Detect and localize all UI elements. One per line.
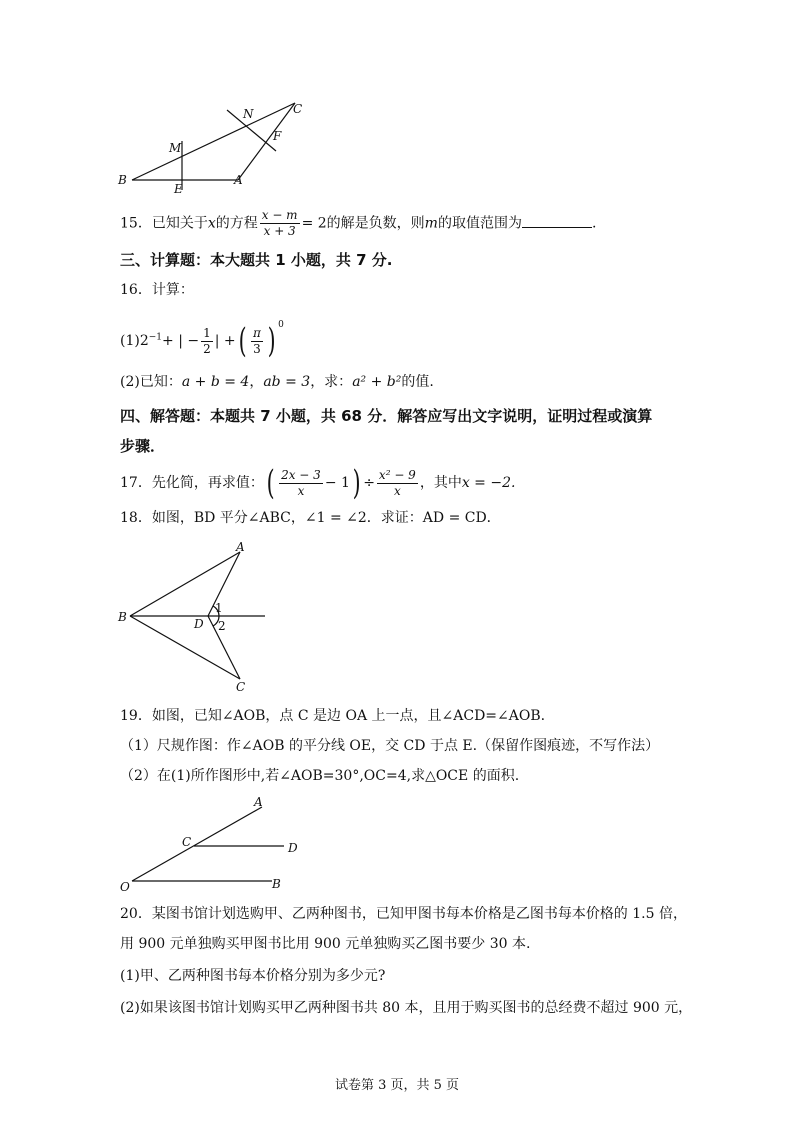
- q17-f2-num: x² − 9: [378, 467, 416, 482]
- q16-p1-frac-den: 2: [203, 341, 211, 356]
- q16-p1-pi-den: 3: [253, 341, 261, 356]
- q15-end: .: [591, 215, 597, 232]
- q16-p2-sep: ，: [249, 374, 264, 390]
- q16-p1-exponent: −1: [148, 332, 163, 343]
- q17-divide: ÷: [363, 475, 375, 491]
- q17-paren-open: (: [266, 463, 275, 503]
- q17-minus-one: − 1: [324, 475, 350, 491]
- label-f: F: [273, 129, 282, 143]
- q20-part2: (2)如果该图书馆计划购买甲乙两种图书共 80 本，且用于购买图书的总经费不超过 900 元，: [120, 1000, 693, 1016]
- q20-part1: (1)甲、乙两种图书每本价格分别为多少元?: [120, 968, 386, 984]
- q16-p2-condition1: a + b = 4: [181, 374, 250, 390]
- question-17: [120, 463, 516, 503]
- label-c: C: [182, 835, 192, 849]
- label-b: B: [118, 173, 127, 187]
- section-4-heading-line2: 步骤．: [120, 437, 166, 455]
- q16-p2-expression: a² + b²: [352, 374, 402, 390]
- q15-fraction: [260, 208, 300, 239]
- q17-fraction1: [279, 468, 323, 499]
- label-a: A: [254, 795, 263, 809]
- q15-equals: = 2: [301, 215, 327, 232]
- q15-fraction-numerator: x − m: [261, 208, 298, 222]
- q16-p2-end: 的值.: [401, 374, 434, 390]
- figure-q19: [112, 792, 312, 894]
- label-d: D: [194, 617, 204, 631]
- q19-lead: 19．如图，已知∠AOB，点 C 是边 OA 上一点，且∠ACD=∠AOB.: [120, 708, 546, 724]
- q19-part1: （1）尺规作图：作∠AOB 的平分线 OE，交 CD 于点 E.（保留作图痕迹，不写作法）: [120, 738, 660, 754]
- q17-f1-den: x: [297, 483, 305, 498]
- q15-var-m: m: [424, 215, 438, 232]
- q17-paren-close: ): [352, 463, 361, 503]
- q17-f1-num: 2x − 3: [281, 467, 321, 482]
- q16-p1-fraction: [201, 326, 213, 357]
- q16-p1-pi-fraction: [251, 326, 263, 357]
- q17-f2-den: x: [393, 483, 401, 498]
- figure-q18: [112, 536, 282, 696]
- label-b: B: [118, 610, 127, 624]
- page-footer: 试卷第 3 页，共 5 页: [334, 1078, 460, 1093]
- q15-text-mid: 的方程: [215, 215, 258, 232]
- q16-p1-base: 2: [139, 333, 149, 349]
- q15-text-rest2: 的取值范围为: [437, 215, 522, 232]
- label-e: E: [174, 182, 183, 196]
- q16-part1: [120, 315, 284, 361]
- q15-fraction-denominator: x + 3: [263, 224, 296, 238]
- q16-p2-label: (2)已知：: [120, 374, 182, 390]
- q20-line2: 用 900 元单独购买甲图书比用 900 元单独购买乙图书要少 30 本.: [120, 936, 531, 952]
- label-b: B: [272, 877, 281, 891]
- segment-bc: [132, 103, 295, 180]
- section-3-heading: 三、计算题：本大题共 1 小题，共 7 分.: [120, 251, 393, 269]
- label-a: A: [236, 540, 245, 554]
- q20-line1: 20．某图书馆计划选购甲、乙两种图书，已知甲图书每本价格是乙图书每本价格的 1.5 倍，: [120, 906, 687, 922]
- q16-p1-abs-open: + | −: [162, 333, 200, 349]
- label-n: N: [243, 107, 254, 121]
- section-4-heading-line1: 四、解答题：本题共 7 小题，共 68 分．解答应写出文字说明，证明过程或演算: [120, 407, 653, 425]
- q16-p1-paren-close: ): [267, 321, 276, 361]
- label-angle-2: 2: [218, 619, 226, 633]
- label-a: A: [234, 173, 243, 187]
- label-c: C: [293, 102, 303, 116]
- q15-answer-blank[interactable]: [522, 213, 592, 228]
- label-o: O: [120, 880, 130, 894]
- q16-p1-label: (1): [120, 333, 140, 349]
- q17-tail: ，其中: [419, 475, 462, 491]
- q17-fraction2: [377, 468, 418, 499]
- q15-number: 15．已知关于: [120, 215, 208, 232]
- label-c: C: [236, 680, 246, 694]
- q17-lead: 17．先化简，再求值：: [120, 475, 264, 491]
- q15-var-x: x: [207, 215, 216, 232]
- q16-p2-ask: ，求：: [310, 374, 353, 390]
- ray-oa: [132, 807, 262, 881]
- q16-p1-power-zero: 0: [278, 320, 284, 330]
- label-d: D: [288, 841, 298, 855]
- q16-p1-frac-num: 1: [203, 325, 211, 340]
- question-15: [120, 208, 596, 239]
- q19-part2: （2）在(1)所作图形中,若∠AOB=30°,OC=4,求△OCE 的面积.: [120, 768, 520, 784]
- q17-condition: x = −2.: [461, 475, 516, 491]
- label-angle-1: 1: [215, 601, 223, 615]
- label-m: M: [169, 141, 182, 155]
- q16-p2-condition2: ab = 3: [263, 374, 311, 390]
- q16-part2: [120, 372, 434, 392]
- q16-title: 16．计算：: [120, 282, 194, 298]
- q16-p1-abs-close: | +: [214, 333, 236, 349]
- q16-p1-pi-num: π: [252, 325, 261, 340]
- figure-q14: [110, 96, 320, 196]
- question-18: 18．如图，BD 平分∠ABC，∠1 = ∠2．求证：AD = CD．: [120, 510, 501, 526]
- q15-text-rest1: 的解是负数，则: [326, 215, 425, 232]
- q16-p1-paren-open: (: [238, 321, 247, 361]
